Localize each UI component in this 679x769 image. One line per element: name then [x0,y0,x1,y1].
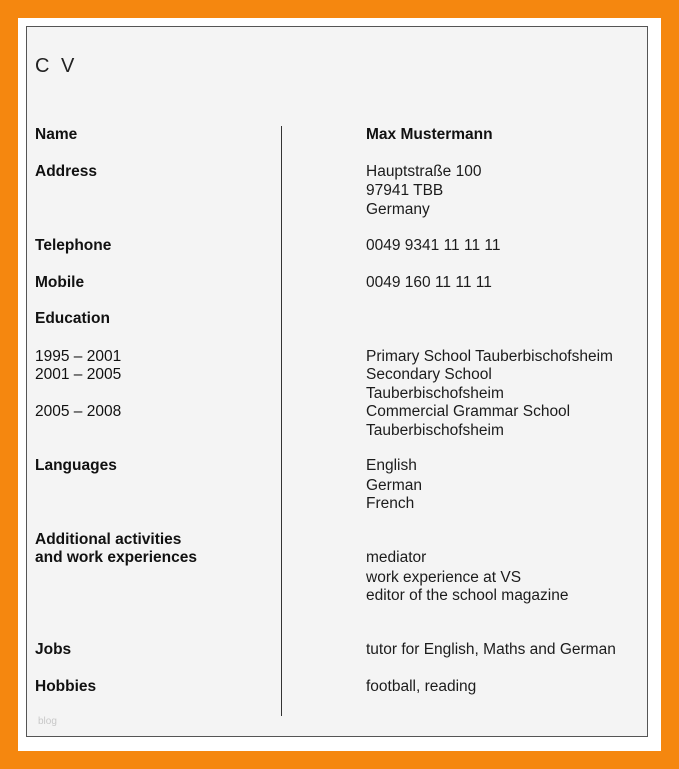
address-line: 97941 TBB [366,182,444,199]
address-line: Hauptstraße 100 [366,163,482,180]
mobile-label: Mobile [35,274,85,291]
telephone-value: 0049 9341 11 11 11 [366,237,501,254]
activities-label: Additional activities [35,531,182,548]
language-item: English [366,457,417,474]
telephone-label: Telephone [35,237,112,254]
education-period: 2005 – 2008 [35,403,122,420]
education-school: Tauberbischofsheim [366,422,504,439]
education-school: Tauberbischofsheim [366,385,504,402]
language-item: German [366,477,422,494]
address-label: Address [35,163,98,180]
activity-item: mediator [366,549,427,566]
education-school: Primary School Tauberbischofsheim [366,348,613,365]
mobile-value: 0049 160 11 11 11 [366,274,492,291]
languages-label: Languages [35,457,117,474]
address-line: Germany [366,201,430,218]
activities-label: and work experiences [35,549,197,566]
name-label: Name [35,126,78,143]
activity-item: editor of the school magazine [366,587,569,604]
hobbies-label: Hobbies [35,678,97,695]
column-divider [281,126,282,716]
activity-item: work experience at VS [366,569,522,586]
watermark: blog [38,716,57,727]
education-period: 1995 – 2001 [35,348,122,365]
education-period: 2001 – 2005 [35,366,122,383]
education-school: Secondary School [366,366,492,383]
document-title: C V [35,55,78,77]
education-school: Commercial Grammar School [366,403,571,420]
language-item: French [366,495,415,512]
education-label: Education [35,310,110,327]
jobs-label: Jobs [35,641,72,658]
jobs-value: tutor for English, Maths and German [366,641,616,658]
name-value: Max Mustermann [366,126,493,143]
hobbies-value: football, reading [366,678,477,695]
